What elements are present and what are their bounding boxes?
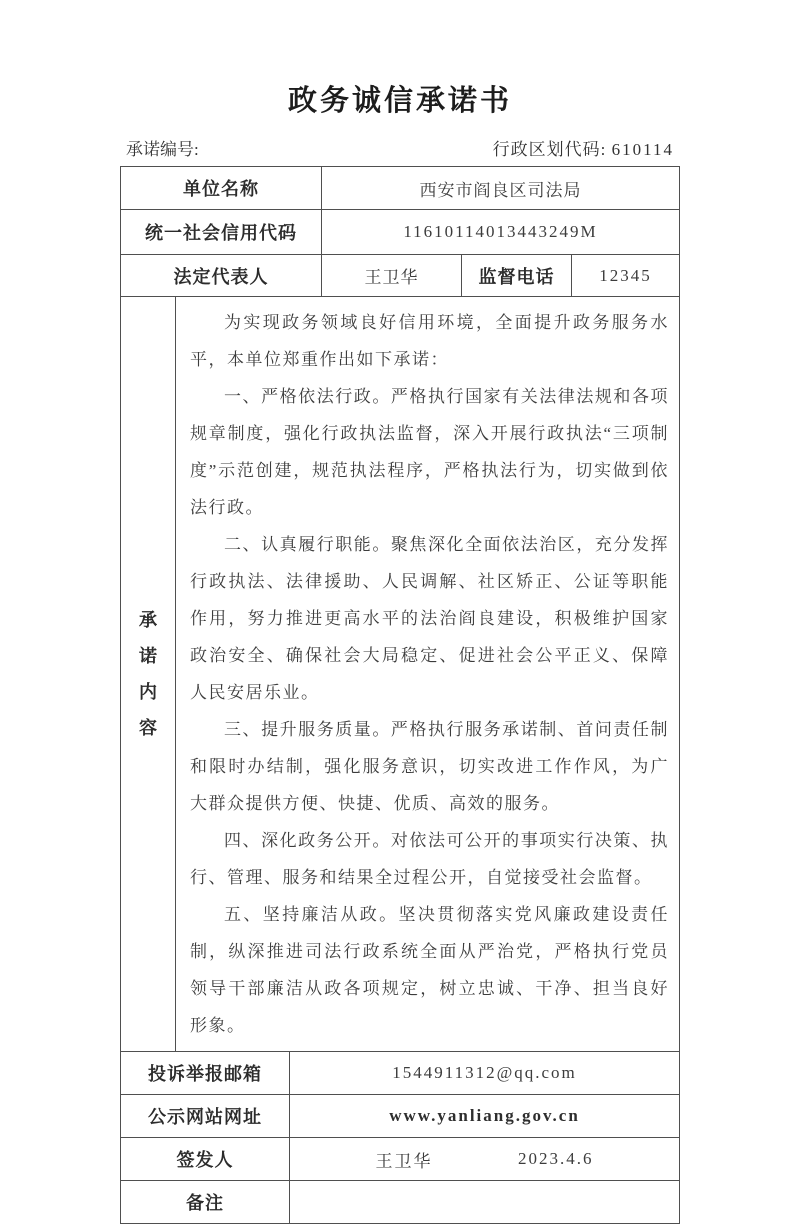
table-row-commitment: [121, 296, 679, 1051]
commitment-paragraph: 一、严格依法行政。严格执行国家有关法律法规和各项规章制度，强化行政执法监督，深入开展行政执法“三项制度”示范创建，规范执法程序，严格执法行为，切实做到依法行政。: [190, 387, 669, 517]
credit-code-label: 统一社会信用代码: [145, 223, 297, 243]
complaint-email-label: 投诉举报邮箱: [148, 1064, 262, 1084]
legal-rep-value: 王卫华: [321, 255, 461, 296]
district-code-label: 行政区划代码:: [492, 140, 607, 159]
website-value: www.yanliang.gov.cn: [289, 1095, 679, 1137]
remarks-value: [289, 1181, 679, 1223]
issuer-name: 王卫华: [375, 1151, 433, 1171]
credit-code-value: 11610114013443249M: [321, 210, 679, 254]
unit-name-label: 单位名称: [183, 179, 259, 199]
issuer-label: 签发人: [176, 1150, 234, 1170]
table-row-remarks: [121, 1180, 679, 1223]
district-code-value: 610114: [611, 140, 674, 159]
district-code: [493, 135, 674, 160]
commitment-paragraph: 三、提升服务质量。严格执行服务承诺制、首问责任制和限时办结制，强化服务意识，切实改进工作作风，为广大群众提供方便、快捷、优质、高效的服务。: [190, 720, 669, 813]
page-title: 政务诚信承诺书: [287, 85, 512, 117]
remarks-label: 备注: [186, 1193, 224, 1213]
commitment-paragraph: 为实现政务领域良好信用环境，全面提升政务服务水平，本单位郑重作出如下承诺：: [190, 313, 669, 369]
legal-rep-label: 法定代表人: [173, 266, 269, 287]
table-row-issuer: [121, 1137, 679, 1180]
commitment-paragraph: 五、坚持廉洁从政。坚决贯彻落实党风廉政建设责任制，纵深推进司法行政系统全面从严治党，严格执行党员领导干部廉洁从政各项规定，树立忠诚、干净、担当良好形象。: [190, 905, 669, 1035]
commitment-form-table: [120, 166, 680, 1224]
promise-number-label: 承诺编号:: [126, 140, 199, 159]
table-row-unit-name: [121, 167, 679, 209]
meta-row: [120, 135, 680, 160]
table-row-complaint-email: [121, 1051, 679, 1094]
unit-name-value: 西安市阎良区司法局: [321, 167, 679, 209]
table-row-credit-code: [121, 209, 679, 254]
commitment-paragraph: 二、认真履行职能。聚焦深化全面依法治区，充分发挥行政执法、法律援助、人民调解、社区矫正、公证等职能作用，努力推进更高水平的法治阎良建设，积极维护国家政治安全、确保社会大局稳定、促进社会公平正义、保障人民安居乐业。: [190, 535, 669, 702]
commitment-label: 承诺内容: [139, 610, 157, 738]
table-row-website: [121, 1094, 679, 1137]
commitment-label-cell: [121, 297, 175, 1051]
complaint-email-value: 1544911312@qq.com: [289, 1052, 679, 1094]
issuer-date: 2023.4.6: [518, 1149, 594, 1168]
table-row-legal-rep: [121, 254, 679, 296]
commitment-content: [175, 297, 679, 1051]
website-label: 公示网站网址: [148, 1107, 262, 1127]
supervision-phone-value: 12345: [571, 255, 679, 296]
supervision-phone-label: 监督电话: [461, 255, 571, 296]
commitment-paragraph: 四、深化政务公开。对依法可公开的事项实行决策、执行、管理、服务和结果全过程公开，自觉接受社会监督。: [190, 831, 669, 887]
issuer-value-cell: [289, 1138, 679, 1180]
